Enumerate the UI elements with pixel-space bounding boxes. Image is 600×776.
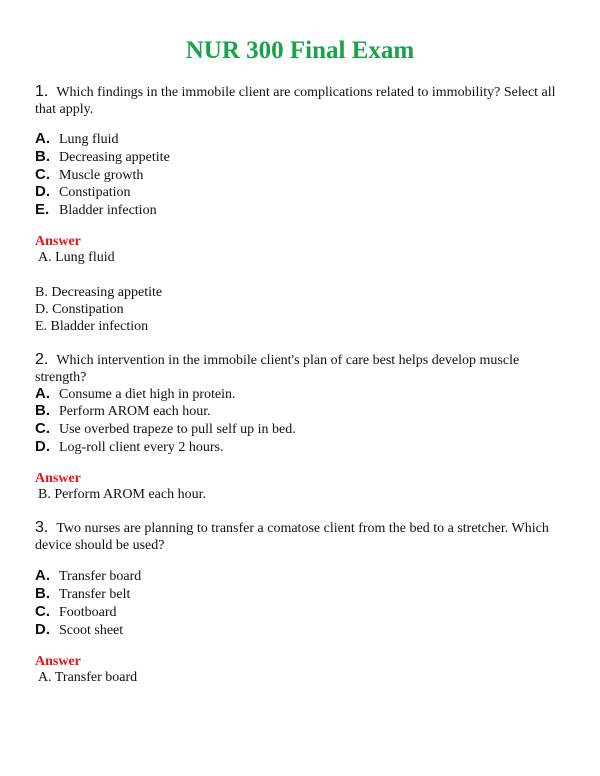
option-text: Use overbed trapeze to pull self up in bed. (59, 422, 296, 437)
option-2a (35, 385, 236, 403)
option-letter: A. (35, 385, 50, 402)
option-text: Constipation (59, 185, 131, 200)
question-3 (35, 519, 570, 554)
option-letter: A. (35, 567, 50, 584)
answer-label-2: Answer (35, 471, 81, 486)
option-1a (35, 130, 119, 148)
answer-1-3: D. Constipation (35, 302, 124, 317)
option-text: Footboard (59, 605, 117, 620)
option-2b (35, 402, 211, 420)
option-letter: D. (35, 621, 50, 638)
option-text: Muscle growth (59, 168, 144, 183)
answer-1-1: A. Lung fluid (38, 250, 115, 265)
option-letter: C. (35, 166, 50, 183)
option-1d (35, 183, 131, 201)
option-text: Log-roll client every 2 hours. (59, 440, 224, 455)
option-text: Transfer board (59, 569, 142, 584)
answer-1-4: E. Bladder infection (35, 319, 149, 334)
question-2 (35, 351, 570, 386)
option-letter: B. (35, 402, 50, 419)
option-text: Decreasing appetite (59, 150, 170, 165)
question-number: 1. (35, 83, 49, 100)
question-number: 2. (35, 351, 49, 368)
option-letter: A. (35, 130, 50, 147)
answer-label-1: Answer (35, 234, 81, 249)
option-text: Lung fluid (59, 132, 119, 147)
option-text: Consume a diet high in protein. (59, 387, 236, 402)
option-text: Perform AROM each hour. (59, 404, 211, 419)
answer-1-2: B. Decreasing appetite (35, 285, 163, 300)
option-text: Scoot sheet (59, 623, 124, 638)
option-letter: D. (35, 438, 50, 455)
question-number: 3. (35, 519, 49, 536)
option-1c (35, 166, 143, 184)
question-text: Which intervention in the immobile client's plan of care best helps develop muscle strength? (35, 353, 520, 385)
answer-3-1: A. Transfer board (38, 670, 138, 685)
answer-2-1: B. Perform AROM each hour. (38, 487, 206, 502)
option-3a (35, 567, 141, 585)
option-3c (35, 603, 117, 621)
option-text: Transfer belt (59, 587, 131, 602)
option-letter: B. (35, 585, 50, 602)
option-2c (35, 420, 296, 438)
page-title: NUR 300 Final Exam (185, 37, 415, 64)
option-2d (35, 438, 223, 456)
option-letter: D. (35, 183, 50, 200)
question-text: Two nurses are planning to transfer a comatose client from the bed to a stretcher. Which device should be used? (35, 521, 549, 553)
option-3d (35, 621, 123, 639)
option-letter: C. (35, 420, 50, 437)
option-1b (35, 148, 170, 166)
option-letter: E. (35, 201, 50, 218)
option-letter: B. (35, 148, 50, 165)
option-text: Bladder infection (59, 203, 157, 218)
option-3b (35, 585, 130, 603)
option-1e (35, 201, 157, 219)
question-1 (35, 83, 570, 118)
answer-label-3: Answer (35, 654, 81, 669)
option-letter: C. (35, 603, 50, 620)
question-text: Which findings in the immobile client are complications related to immobility? Select all that apply. (35, 85, 556, 117)
